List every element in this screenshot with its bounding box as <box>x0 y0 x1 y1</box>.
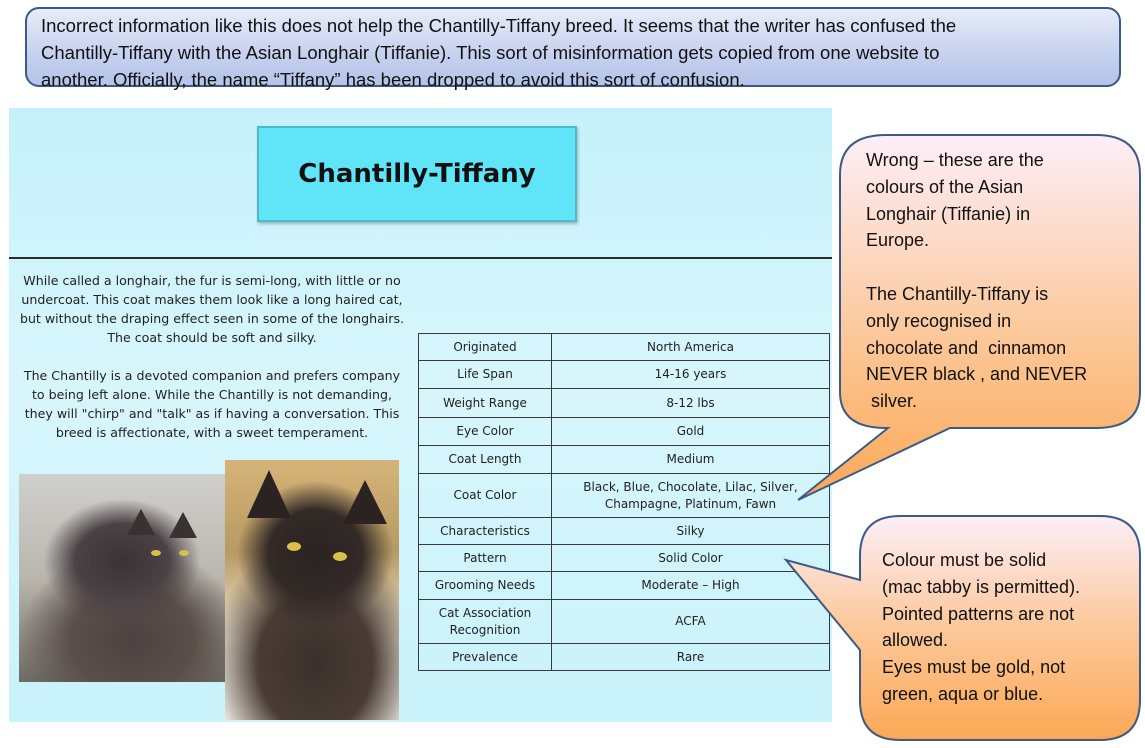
callout-pattern-text <box>882 547 1132 708</box>
row-label-text: Life Span <box>457 367 513 381</box>
row-label-text: Prevalence <box>452 649 518 664</box>
callout-line: Europe. <box>866 230 930 251</box>
callout-line: Longhair (Tiffanie) in <box>866 203 1031 224</box>
row-label-text: Recognition <box>449 622 521 637</box>
callout-line <box>866 254 1122 281</box>
row-value-text: Solid Color <box>658 550 723 565</box>
callout-line: green, aqua or blue. <box>882 683 1044 704</box>
callout-line: Eyes must be gold, not <box>882 657 1066 678</box>
row-label-text: Coat Length <box>448 452 522 466</box>
row-label-text: Weight Range <box>443 395 527 410</box>
row-label-text: Characteristics <box>440 523 530 538</box>
desc-line: The Chantilly is a devoted companion and prefers company <box>23 368 401 383</box>
desc-line: but without the draping effect seen in some of the longhairs. <box>19 311 405 326</box>
callout-line: Wrong – these are the <box>866 150 1044 170</box>
row-label-text: Grooming Needs <box>434 578 536 592</box>
row-value-text: Champagne, Platinum, Fawn <box>604 496 777 511</box>
row-label-text: Cat Association <box>438 605 532 620</box>
callout-line: Pointed patterns are not <box>882 603 1075 624</box>
row-value-text: Black, Blue, Chocolate, Lilac, Silver, <box>583 479 798 494</box>
row-value-text: Rare <box>676 649 705 664</box>
callout-line: chocolate and cinnamon <box>866 337 1067 358</box>
row-label-text: Eye Color <box>456 424 514 438</box>
desc-line: While called a longhair, the fur is semi-long, with little or no <box>23 273 401 288</box>
callout-line: allowed. <box>882 630 949 651</box>
callout-colours-text <box>866 147 1122 415</box>
row-value-text: 8-12 lbs <box>666 395 715 410</box>
row-label-text: Pattern <box>463 550 507 565</box>
callout-line: NEVER black , and NEVER <box>866 364 1088 385</box>
callout-line: The Chantilly-Tiffany is <box>866 283 1049 304</box>
row-value-text: Moderate – High <box>641 578 740 592</box>
desc-line: The coat should be soft and silky. <box>107 330 317 345</box>
desc-line: they will "chirp" and "talk" as if having a conversation. This <box>24 406 400 421</box>
row-label-text: Originated <box>453 339 517 354</box>
row-label-text: Coat Color <box>453 488 517 502</box>
callout-line: Colour must be solid <box>882 550 1047 570</box>
row-value-text: North America <box>647 339 734 354</box>
top-note-line: another. Officially, the name “Tiffany” has been dropped to avoid this sort of confusion. <box>41 69 745 90</box>
slide-title: Chantilly-Tiffany <box>257 126 577 222</box>
row-value-text: Gold <box>676 424 705 438</box>
callout-line: (mac tabby is permitted). <box>882 576 1081 597</box>
row-value-text: 14-16 years <box>654 367 727 381</box>
desc-line: undercoat. This coat makes them look like a long haired cat, <box>21 292 403 307</box>
top-note-line: Chantilly-Tiffany with the Asian Longhair (Tiffanie). This sort of misinformation gets copied from one website to <box>41 42 940 63</box>
row-value-text: Silky <box>676 523 705 538</box>
row-value-text: Medium <box>666 452 715 466</box>
row-value-text: ACFA <box>675 614 706 628</box>
desc-line: breed is affectionate, with a sweet temperament. <box>55 425 369 440</box>
callout-line: colours of the Asian <box>866 176 1024 197</box>
desc-line: to being left alone. While the Chantilly is not demanding, <box>31 387 393 402</box>
top-note-line: Incorrect information like this does not help the Chantilly-Tiffany breed. It seems that the writer has confused the <box>41 15 957 36</box>
callout-line: only recognised in <box>866 310 1012 331</box>
callout-line: silver. <box>866 391 918 412</box>
